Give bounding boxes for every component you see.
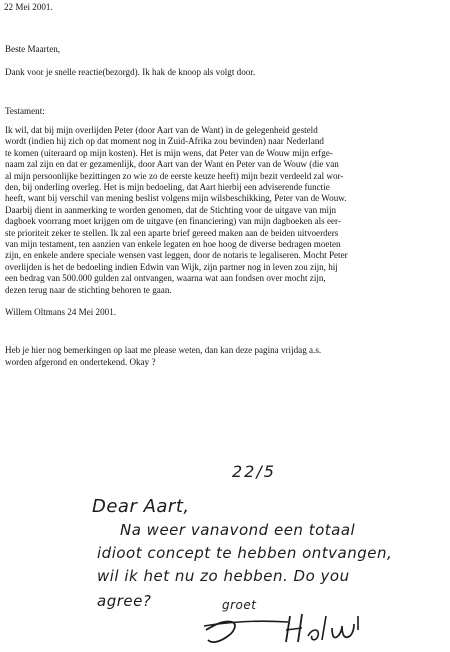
handwritten-closing: groet xyxy=(222,598,257,612)
body-line: te komen (uiteraard op mijn kosten). Het is mijn wens, dat Peter van de Wouw mijn erfge- xyxy=(5,147,333,158)
body-line: zijn, en enkele andere speciale wensen vast leggen, door de notaris te legaliseren. Mocht Peter xyxy=(5,250,348,261)
body-line: dagboek voorrang moet krijgen om de uitgave (en financiering) van mijn dagboeken als eer- xyxy=(5,216,341,227)
signature-line: Willem Oltmans 24 Mei 2001. xyxy=(5,307,117,317)
body-line: al mijn persoonlijke bezittingen zo wie zo de eerste keuze heeft) mijn bezit verdeeld zal wor- xyxy=(5,170,344,181)
handwritten-line: idioot concept te hebben ontvangen, xyxy=(97,544,393,562)
body-line: den, bij onderling overleg. Het is mijn bedoeling, dat Aart hierbij een adviserende functie xyxy=(5,182,330,193)
handwritten-line: Na weer vanavond een totaal xyxy=(120,521,356,539)
body-line: Ik wil, dat bij mijn overlijden Peter (door Aart van de Want) in de gelegenheid gesteld xyxy=(5,125,318,135)
body-line: Daarbij dient in aanmerking te worden genomen, dat de Stichting voor de uitgave van mijn xyxy=(5,204,337,215)
testament-body xyxy=(5,125,445,296)
letter-date: 22 Mei 2001. xyxy=(4,2,53,12)
handwritten-signature xyxy=(198,606,418,650)
body-line: dezen terug naar de stichting behoren te gaan. xyxy=(5,284,172,295)
question-line: worden afgerond en ondertekend. Okay ? xyxy=(5,357,156,367)
handwritten-date: 22/5 xyxy=(232,462,276,481)
body-line: een bedrag van 500.000 gulden zal ontvangen, waarna wat aan fondsen over mocht zijn, xyxy=(5,273,326,284)
body-line: van mijn testament, ten aanzien van enkele legaten en hoe hoog de diverse bedragen moeten xyxy=(5,239,341,250)
section-title: Testament: xyxy=(5,106,45,116)
handwritten-line: wil ik het nu zo hebben. Do you xyxy=(97,567,350,585)
thanks-line: Dank voor je snelle reactie(bezorgd). Ik hak de knoop als volgt door. xyxy=(5,67,256,77)
body-line: heeft, want bij verschil van mening beslist volgens mijn wilsbeschikking, Peter van de Wouw. xyxy=(5,193,347,204)
body-line: naam zal zijn en dat er gezamenlijk, door Aart van der Want en Peter van de Wouw (die van xyxy=(5,159,339,170)
question-line: Heb je hier nog bemerkingen op laat me please weten, dan kan deze pagina vrijdag a.s. xyxy=(5,345,322,355)
handwritten-line: agree? xyxy=(97,592,152,610)
body-line: ste prioriteit zeker te stellen. Ik zal een aparte brief gereed maken aan de beiden uitvoerders xyxy=(5,227,339,238)
body-line: overlijden is het de bedoeling indien Edwin van Wijk, zijn partner nog in leven zou zijn, hij xyxy=(5,261,338,272)
handwritten-greeting: Dear Aart, xyxy=(92,496,190,517)
body-line: wordt (indien hij zich op dat moment nog in Zuid-Afrika zou bevinden) naar Nederland xyxy=(5,136,324,147)
salutation: Beste Maarten, xyxy=(5,44,61,54)
